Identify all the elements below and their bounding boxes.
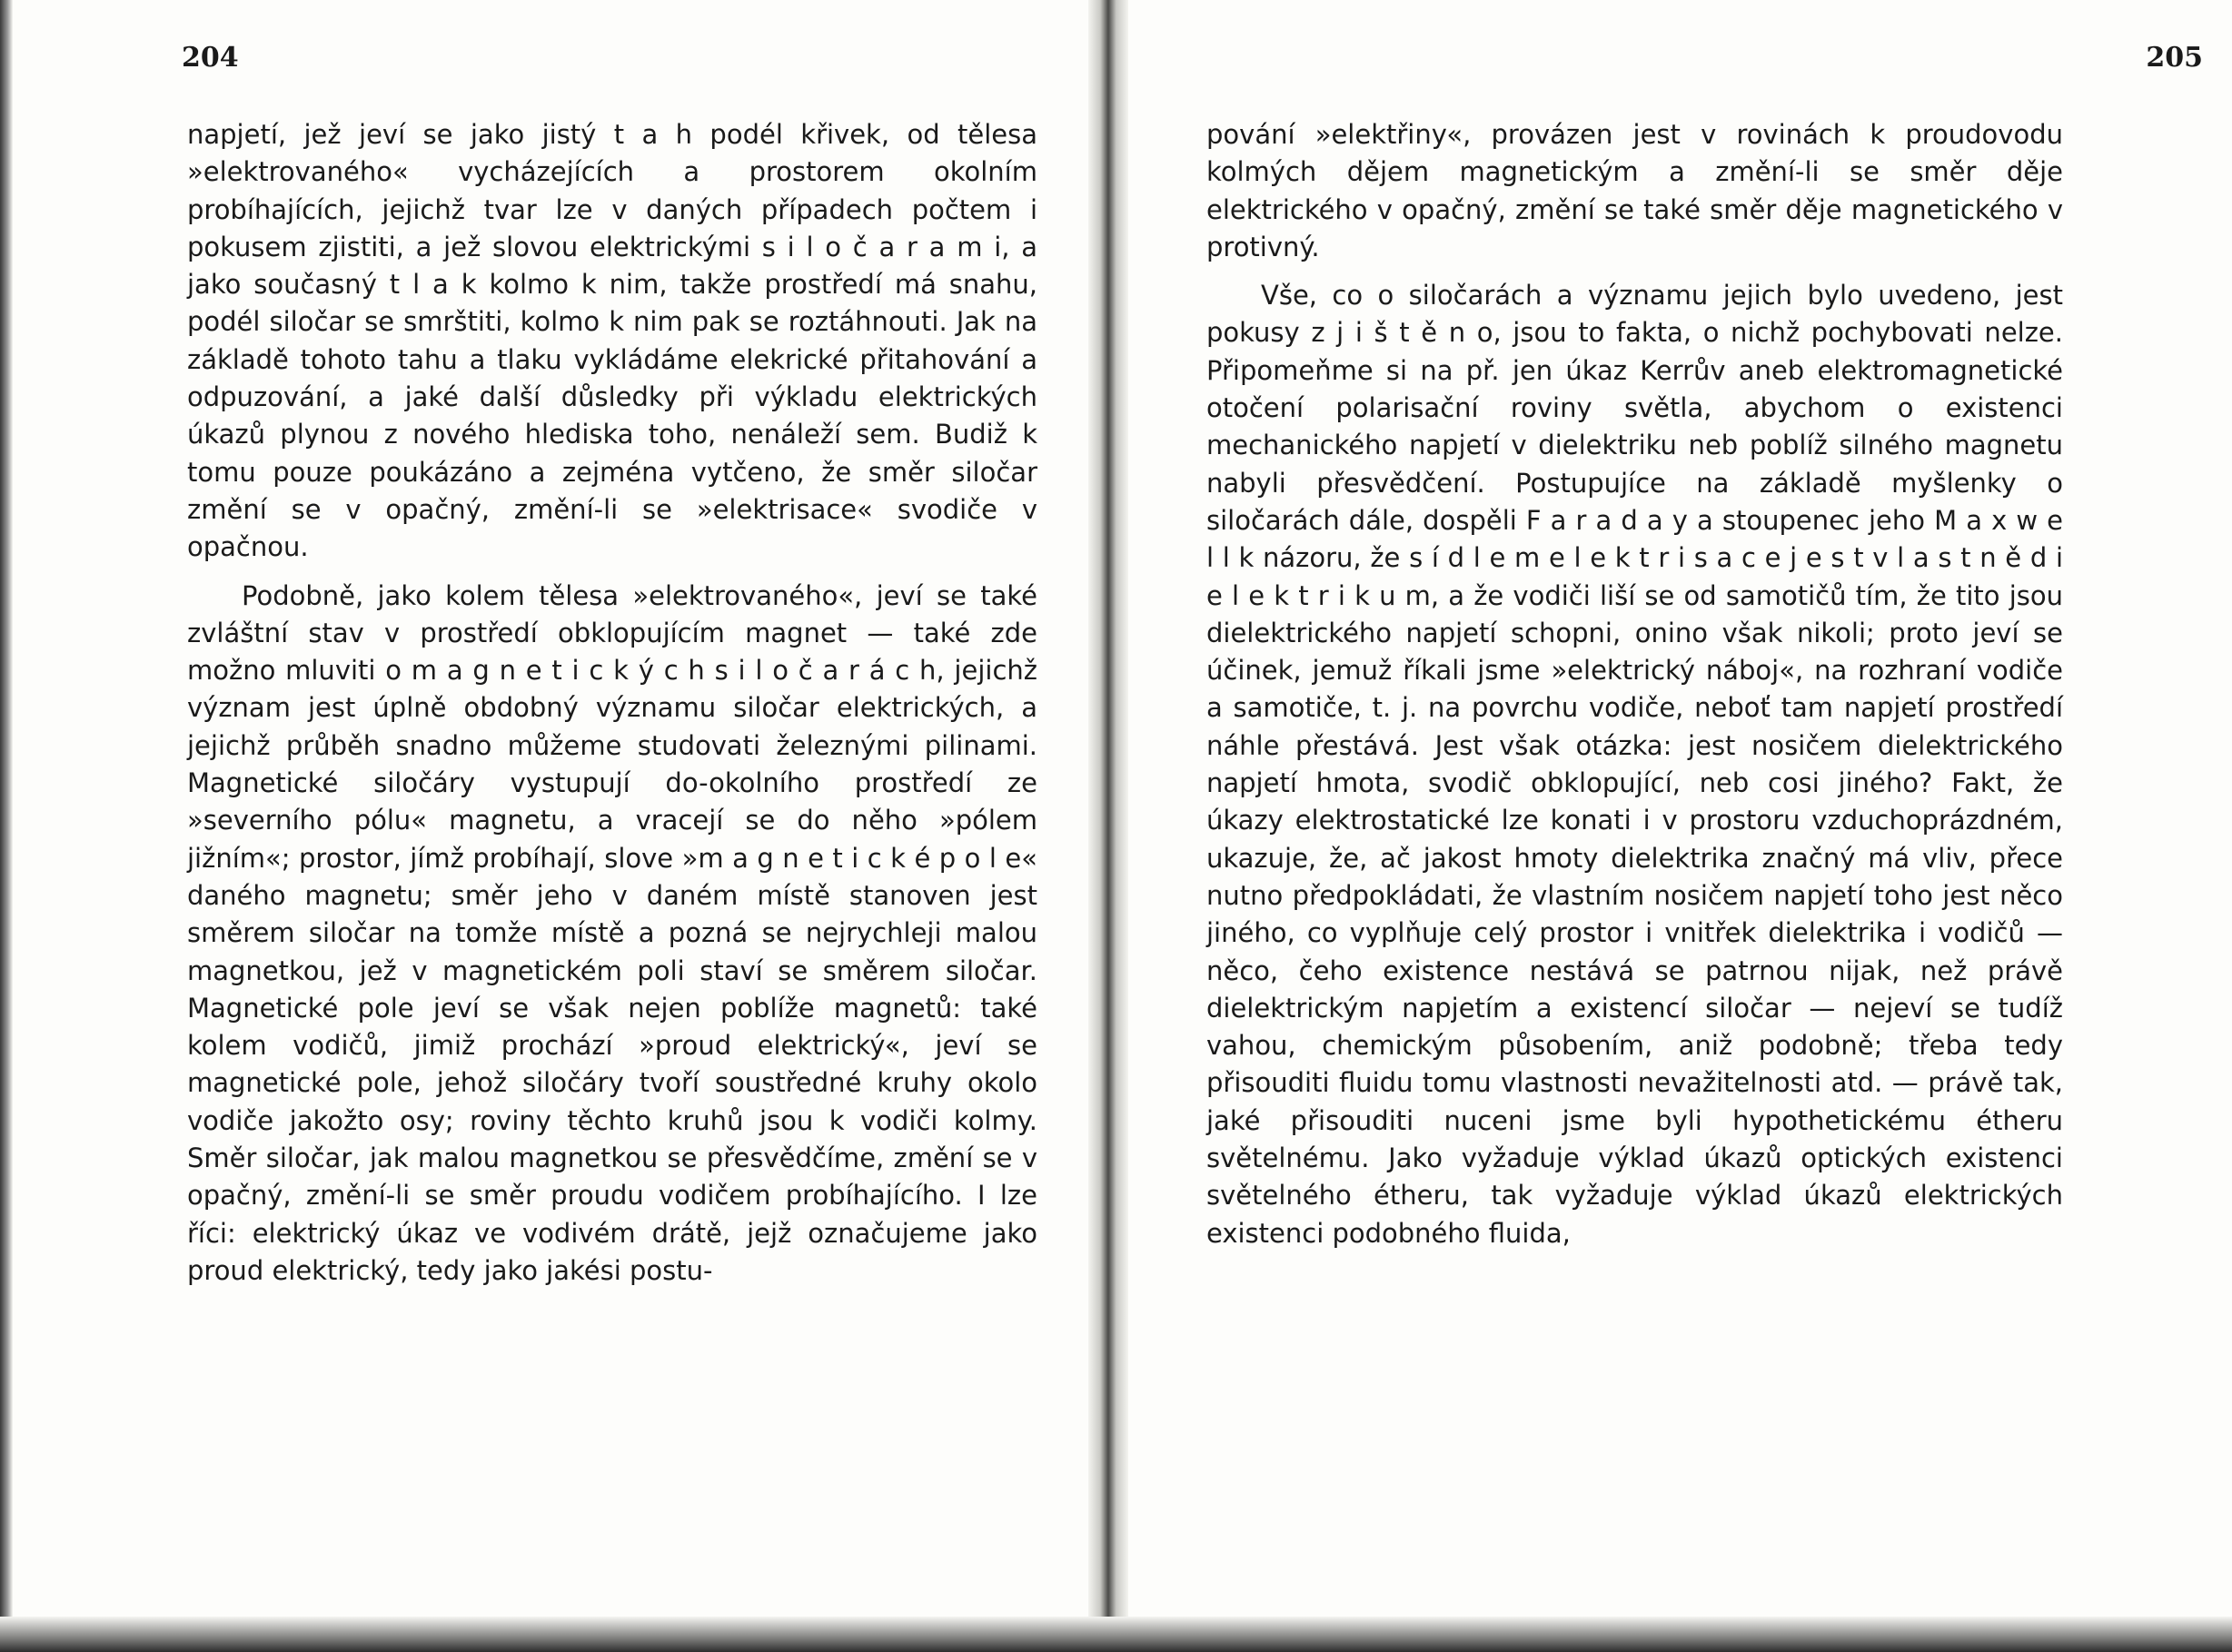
book-gutter: [1088, 0, 1128, 1652]
left-page: [13, 0, 1088, 1617]
paragraph: Vše, co o siločarách a významu jejich bylo uvedeno, jest pokusy z j i š t ě n o, jsou to fakta, o nichž pochybovati nelze. Připomeňme si na př. jen úkaz Kerrův aneb elektromagnetické otočení polarisační roviny světla, abychom o existenci mechanického napjetí v dielektriku neb poblíž silného magnetu nabyli přesvědčení. Postupujíce na základě myšlenky o siločarách dále, dospěli F a r a d a y a stoupenec jeho M a x w e l l k názoru, že s í d l e m e l e k t r i s a c e j e s t v l a s t n ě d i e l e k t r i k u m, a že vodiči liší se od samotičů tím, že tito jsou dielektrického napjetí schopni, onino však nikoli; proto jeví se účinek, jemuž říkali jsme »elektrický náboj«, na rozhraní vodiče a samotiče, t. j. na povrchu vodiče, neboť tam napjetí prostředí náhle přestává. Jest však otázka: jest nosičem dielektrického napjetí hmota, svodič obklopující, neb cosi jiného? Fakt, že úkazy elektrostatické lze konati i v prostoru vzduchoprázdném, ukazuje, že, ač jakost hmoty dielektrika značný má vliv, přece nutno předpokládati, že vlastním nosičem napjetí toho jest něco jiného, co vyplňuje celý prostor i vnitřek dielektrika i vodičů — něco, čeho existence nestává se patrnou nijak, než právě dielektrickým napjetím a existencí siločar — nejeví se tudíž vahou, chemickým působením, aniž podobně; třeba tedy přisouditi fluidu tomu vlastnosti nevažitelnosti atd. — právě tak, jaké přisouditi nuceni jsme byli hypothetickému étheru světelnému. Jako vyžaduje výklad úkazů optických existenci světelného étheru, tak vyžaduje výklad úkazů elektrických existenci podobného fluida,: [1206, 280, 2063, 1249]
right-page: [1128, 0, 2218, 1617]
left-page-text: [187, 116, 1037, 1301]
page-number-right: 205: [2146, 42, 2203, 74]
page-edge-left: [0, 0, 13, 1652]
right-page-text: [1206, 116, 2063, 1263]
page-edge-bottom: [0, 1617, 2232, 1652]
paragraph: napjetí, jež jeví se jako jistý t a h podél křivek, od tělesa »elektrovaného« vycházejících a prostorem okolním probíhajících, jejichž tvar lze v daných případech počtem i pokusem zjistiti, a jež slovou elektrickými s i l o č a r a m i, a jako současný t l a k kolmo k nim, takže prostředí má snahu, podél siločar se smrštiti, kolmo k nim pak se roztáhnouti. Jak na základě tohoto tahu a tlaku vykládáme elekrické přitahování a odpuzování, a jaké další důsledky při výkladu elektrických úkazů plynou z nového hlediska toho, nenáleží sem. Budiž k tomu pouze poukázáno a zejména vytčeno, že směr siločar změní se v opačný, změní-li se »elektrisace« svodiče v opačnou.: [187, 119, 1037, 563]
page-number-left: 204: [182, 42, 239, 74]
paragraph: pování »elektřiny«, provázen jest v rovinách k proudovodu kolmých dějem magnetickým a změní-li se směr děje elektrického v opačný, změní se také směr děje magnetického v protivný.: [1206, 119, 2063, 262]
paragraph: Podobně, jako kolem tělesa »elektrovaného«, jeví se také zvláštní stav v prostředí obklopujícím magnet — také zde možno mluviti o m a g n e t i c k ý c h s i l o č a r á c h, jejichž význam jest úplně obdobný významu siločar elektrických, a jejichž průběh snadno můžeme studovati železnými pilinami. Magnetické siločáry vystupují do-okolního prostředí ze »severního pólu« magnetu, a vracejí se do něho »pólem jižním«; prostor, jímž probíhají, slove »m a g n e t i c k é p o l e« daného magnetu; směr jeho v daném místě stanoven jest směrem siločar na tomže místě a pozná se nejrychleji malou magnetkou, jež v magnetickém poli staví se směrem siločar. Magnetické pole jeví se však nejen poblíže magnetů: také kolem vodičů, jimiž prochází »proud elektrický«, jeví se magnetické pole, jehož siločáry tvoří soustředné kruhy okolo vodiče jakožto osy; roviny těchto kruhů jsou k vodiči kolmy. Směr siločar, jak malou magnetkou se přesvědčíme, změní se v opačný, změní-li se směr proudu vodičem probíhajícího. I lze říci: elektrický úkaz ve vodivém drátě, jejž označujeme jako proud elektrický, tedy jako jakési postu-: [187, 579, 1037, 1286]
